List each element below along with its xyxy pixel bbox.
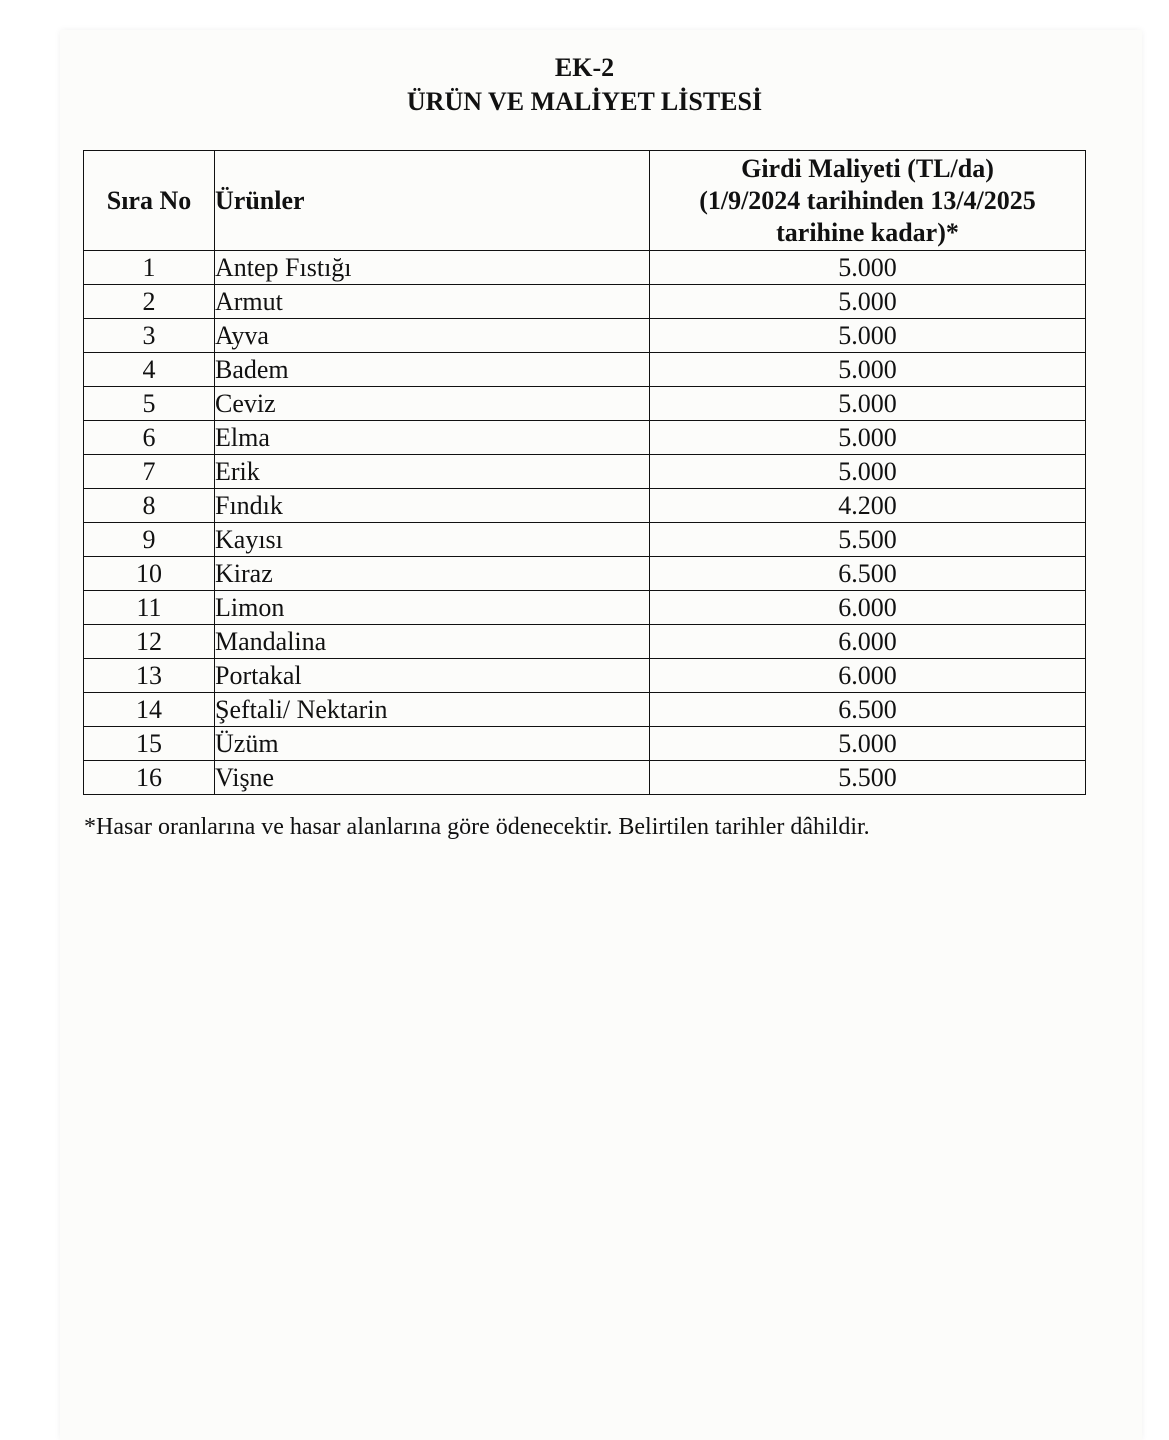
input-cost-cell: 6.000 (650, 625, 1086, 659)
product-name-cell: Vişne (215, 761, 650, 795)
table-row (84, 285, 1086, 319)
product-name-cell: Kiraz (215, 557, 650, 591)
input-cost-cell: 5.000 (650, 251, 1086, 285)
header-input-cost-line3: tarihine kadar)* (776, 217, 959, 247)
product-name-cell: Armut (215, 285, 650, 319)
table-row (84, 251, 1086, 285)
table-row (84, 421, 1086, 455)
document-title: ÜRÜN VE MALİYET LİSTESİ (406, 87, 763, 116)
row-number-cell: 14 (84, 693, 215, 727)
table-header-row (84, 151, 1086, 251)
table-row (84, 353, 1086, 387)
input-cost-cell: 5.000 (650, 285, 1086, 319)
input-cost-cell: 5.000 (650, 727, 1086, 761)
table-row (84, 591, 1086, 625)
row-number-cell: 4 (84, 353, 215, 387)
table-row (84, 523, 1086, 557)
header-input-cost (650, 151, 1086, 251)
input-cost-cell: 6.000 (650, 659, 1086, 693)
product-name-cell: Mandalina (215, 625, 650, 659)
product-cost-table (83, 150, 1086, 795)
input-cost-cell: 4.200 (650, 489, 1086, 523)
product-name-cell: Ayva (215, 319, 650, 353)
table-row (84, 727, 1086, 761)
input-cost-cell: 5.000 (650, 421, 1086, 455)
footnote: *Hasar oranlarına ve hasar alanlarına göre ödenecektir. Belirtilen tarihler dâhildir. (84, 814, 870, 840)
table-row (84, 693, 1086, 727)
row-number-cell: 13 (84, 659, 215, 693)
table-body (84, 251, 1086, 795)
table-row (84, 761, 1086, 795)
input-cost-cell: 5.000 (650, 353, 1086, 387)
table-row (84, 659, 1086, 693)
table-row (84, 455, 1086, 489)
table-row (84, 319, 1086, 353)
row-number-cell: 8 (84, 489, 215, 523)
product-name-cell: Erik (215, 455, 650, 489)
product-name-cell: Badem (215, 353, 650, 387)
input-cost-cell: 5.500 (650, 761, 1086, 795)
row-number-cell: 7 (84, 455, 215, 489)
input-cost-cell: 6.000 (650, 591, 1086, 625)
header-input-cost-line2: (1/9/2024 tarihinden 13/4/2025 (699, 185, 1036, 215)
product-name-cell: Fındık (215, 489, 650, 523)
product-name-cell: Üzüm (215, 727, 650, 761)
header-input-cost-line1: Girdi Maliyeti (TL/da) (741, 153, 994, 183)
row-number-cell: 6 (84, 421, 215, 455)
product-name-cell: Portakal (215, 659, 650, 693)
row-number-cell: 15 (84, 727, 215, 761)
row-number-cell: 10 (84, 557, 215, 591)
row-number-cell: 11 (84, 591, 215, 625)
row-number-cell: 2 (84, 285, 215, 319)
product-name-cell: Ceviz (215, 387, 650, 421)
row-number-cell: 16 (84, 761, 215, 795)
input-cost-cell: 5.000 (650, 319, 1086, 353)
table-row (84, 557, 1086, 591)
row-number-cell: 5 (84, 387, 215, 421)
input-cost-cell: 5.000 (650, 387, 1086, 421)
product-name-cell: Antep Fıstığı (215, 251, 650, 285)
annex-title: EK-2 (554, 53, 615, 82)
row-number-cell: 9 (84, 523, 215, 557)
input-cost-cell: 5.500 (650, 523, 1086, 557)
product-name-cell: Kayısı (215, 523, 650, 557)
row-number-cell: 12 (84, 625, 215, 659)
table-row (84, 489, 1086, 523)
input-cost-cell: 6.500 (650, 693, 1086, 727)
input-cost-cell: 5.000 (650, 455, 1086, 489)
row-number-cell: 1 (84, 251, 215, 285)
table-row (84, 625, 1086, 659)
product-name-cell: Limon (215, 591, 650, 625)
product-name-cell: Şeftali/ Nektarin (215, 693, 650, 727)
input-cost-cell: 6.500 (650, 557, 1086, 591)
row-number-cell: 3 (84, 319, 215, 353)
table-row (84, 387, 1086, 421)
header-row-number: Sıra No (84, 151, 215, 251)
header-products: Ürünler (215, 151, 650, 251)
product-name-cell: Elma (215, 421, 650, 455)
